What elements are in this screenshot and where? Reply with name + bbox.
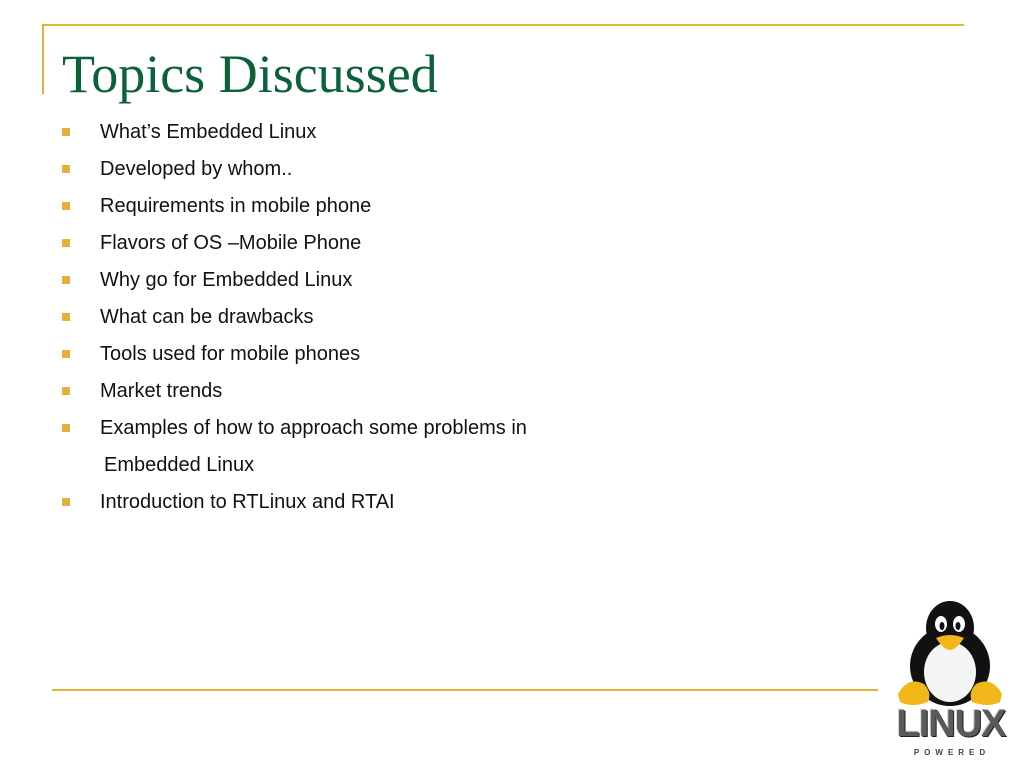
bullet-item	[0, 225, 1024, 262]
bullet-text: Developed by whom..	[100, 158, 293, 180]
bullet-item	[0, 114, 1024, 151]
square-bullet-icon	[62, 202, 70, 210]
slide-title: Topics Discussed	[62, 44, 438, 104]
bullet-item	[0, 188, 1024, 225]
tux-penguin-icon	[876, 598, 1024, 708]
powered-logo-subtext: POWERED	[913, 748, 991, 757]
frame-top-rule	[42, 24, 964, 26]
square-bullet-icon	[62, 165, 70, 173]
bullet-text: Tools used for mobile phones	[100, 343, 361, 365]
bullet-text: Flavors of OS –Mobile Phone	[100, 232, 362, 254]
bullet-text: Introduction to RTLinux and RTAI	[100, 491, 395, 513]
bullet-text: Requirements in mobile phone	[100, 195, 372, 217]
bullet-item-continuation	[0, 447, 1024, 484]
frame-bottom-rule	[52, 689, 878, 691]
bullet-text: What’s Embedded Linux	[100, 121, 317, 143]
bullet-text: Why go for Embedded Linux	[100, 269, 353, 291]
bullet-item	[0, 484, 1024, 521]
square-bullet-icon	[62, 350, 70, 358]
bullet-item	[0, 336, 1024, 373]
bullet-list	[0, 114, 1024, 521]
bullet-text: Embedded Linux	[104, 454, 255, 476]
square-bullet-icon	[62, 313, 70, 321]
linux-logo-word: LINUX	[896, 703, 1006, 745]
bullet-item	[0, 373, 1024, 410]
bullet-item	[0, 151, 1024, 188]
square-bullet-icon	[62, 387, 70, 395]
bullet-item	[0, 262, 1024, 299]
frame-left-rule	[42, 24, 44, 94]
bullet-text: Market trends	[100, 380, 223, 402]
square-bullet-icon	[62, 239, 70, 247]
bullet-text: What can be drawbacks	[100, 306, 314, 328]
bullet-text: Examples of how to approach some problems in	[100, 417, 527, 439]
bullet-item	[0, 299, 1024, 336]
bullet-item	[0, 410, 1024, 447]
square-bullet-icon	[62, 424, 70, 432]
square-bullet-icon	[62, 498, 70, 506]
square-bullet-icon	[62, 128, 70, 136]
linux-powered-logo	[876, 598, 1024, 768]
square-bullet-icon	[62, 276, 70, 284]
